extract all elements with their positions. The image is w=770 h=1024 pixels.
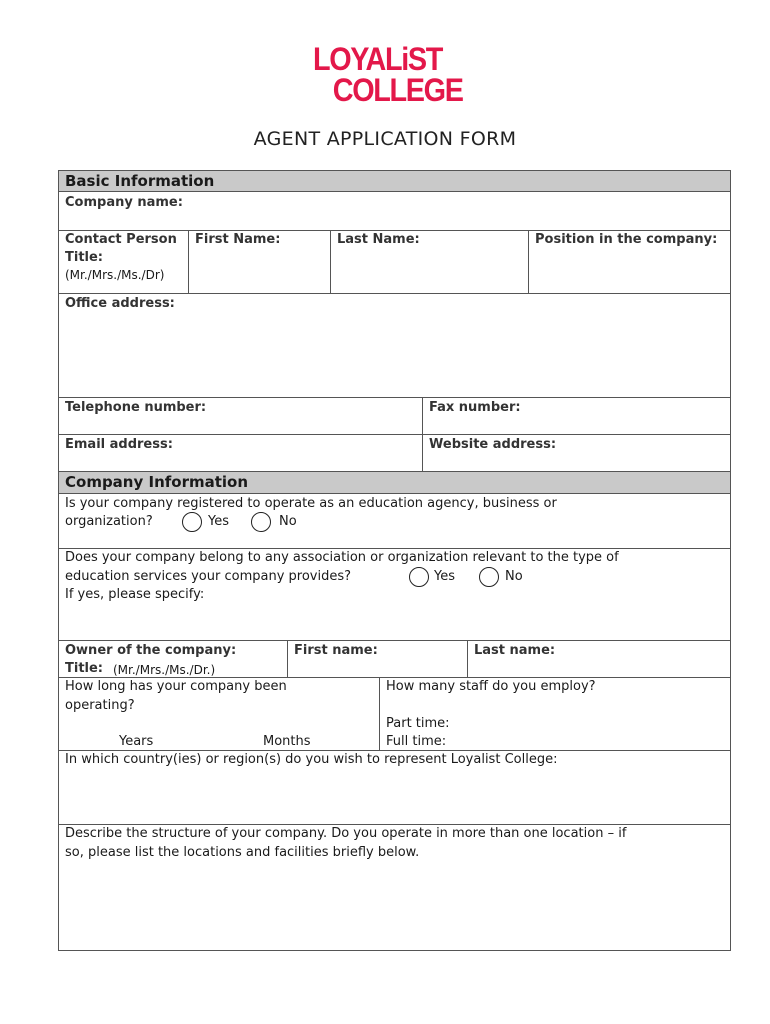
divider	[59, 397, 730, 398]
contact-title-hint: (Mr./Mrs./Ms./Dr)	[65, 268, 165, 282]
registered-question: Is your company registered to operate as an education agency, business or	[65, 496, 557, 511]
owner-title-label: Title:	[65, 661, 104, 676]
office-address-label: Office address:	[65, 296, 175, 311]
application-form	[58, 170, 731, 951]
email-label: Email address:	[65, 437, 173, 452]
association-no-label: No	[505, 569, 523, 584]
divider	[59, 293, 730, 294]
association-question: Does your company belong to any association or organization relevant to the type of	[65, 550, 619, 565]
owner-title-hint: (Mr./Mrs./Ms./Dr.)	[113, 663, 216, 677]
first-name-label: First Name:	[195, 232, 281, 247]
section-header-company: Company Information	[59, 472, 730, 494]
divider	[188, 230, 189, 293]
registered-no-label: No	[279, 514, 297, 529]
last-name-label: Last Name:	[337, 232, 420, 247]
countries-question: In which country(ies) or region(s) do you wish to represent Loyalist College:	[65, 752, 558, 767]
registered-yes-radio[interactable]	[182, 512, 202, 532]
divider	[467, 640, 468, 677]
association-yes-label: Yes	[434, 569, 455, 584]
section-header-basic: Basic Information	[59, 171, 730, 192]
association-specify-label: If yes, please specify:	[65, 587, 205, 602]
telephone-label: Telephone number:	[65, 400, 207, 415]
company-name-label: Company name:	[65, 195, 183, 210]
registered-question-cont: organization?	[65, 514, 153, 529]
divider	[379, 677, 380, 750]
operating-question: How long has your company been	[65, 679, 287, 694]
fax-label: Fax number:	[429, 400, 521, 415]
structure-question-cont: so, please list the locations and facilities briefly below.	[65, 845, 420, 860]
form-title: AGENT APPLICATION FORM	[253, 128, 517, 150]
part-time-label: Part time:	[386, 716, 450, 731]
divider	[528, 230, 529, 293]
registered-yes-label: Yes	[208, 514, 229, 529]
logo-line-1: LOYALiST	[313, 41, 442, 77]
contact-person-label: Contact Person	[65, 232, 177, 247]
logo-line-2: COLLEGE	[332, 72, 463, 108]
divider	[287, 640, 288, 677]
owner-last-name-label: Last name:	[474, 643, 556, 658]
contact-title-label: Title:	[65, 250, 104, 265]
divider	[59, 434, 730, 435]
years-label: Years	[119, 734, 154, 749]
registered-no-radio[interactable]	[251, 512, 271, 532]
website-label: Website address:	[429, 437, 557, 452]
association-yes-radio[interactable]	[409, 567, 429, 587]
full-time-label: Full time:	[386, 734, 447, 749]
divider	[59, 640, 730, 641]
operating-question-cont: operating?	[65, 698, 135, 713]
divider	[330, 230, 331, 293]
association-question-cont: education services your company provides?	[65, 569, 352, 584]
college-logo	[313, 41, 463, 108]
position-label: Position in the company:	[535, 232, 718, 247]
months-label: Months	[263, 734, 311, 749]
staff-question: How many staff do you employ?	[386, 679, 596, 694]
owner-label: Owner of the company:	[65, 643, 237, 658]
structure-question: Describe the structure of your company. Do you operate in more than one location – if	[65, 826, 627, 841]
association-no-radio[interactable]	[479, 567, 499, 587]
owner-first-name-label: First name:	[294, 643, 378, 658]
